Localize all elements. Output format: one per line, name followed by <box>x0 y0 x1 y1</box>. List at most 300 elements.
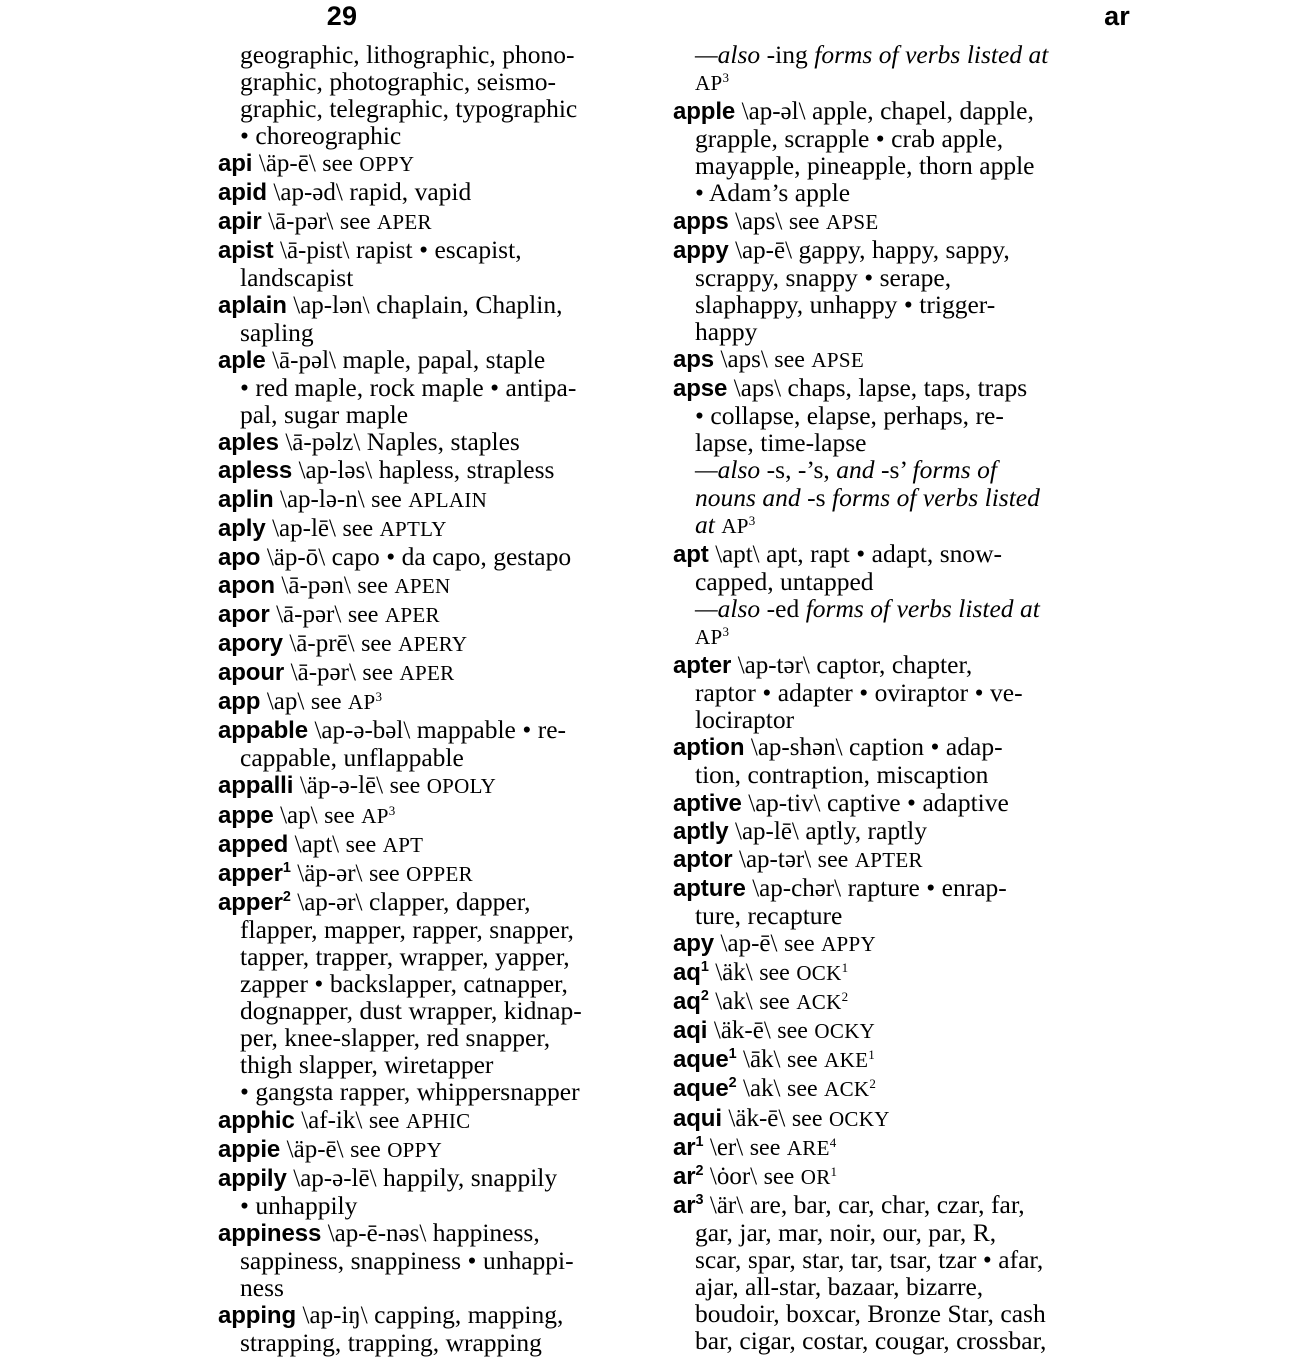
dictionary-entry <box>218 600 632 629</box>
entry-text: graphic, telegraphic, typographic <box>240 94 578 124</box>
see-label: see <box>357 572 388 599</box>
rhyme-list-continuation: • unhappily <box>240 1190 358 1220</box>
dictionary-entry <box>218 291 632 319</box>
dictionary-entry <box>218 543 632 571</box>
entry-continuation-line <box>673 1246 1087 1273</box>
dictionary-entry <box>673 97 1087 125</box>
dictionary-entry <box>218 1135 632 1164</box>
rhyme-list: chaplain, Chaplin, <box>376 289 563 319</box>
superscript-number: 2 <box>282 888 291 905</box>
headword: $ar^1$ <box>673 1133 704 1161</box>
entry-continuation-line <box>218 916 632 943</box>
dictionary-entry <box>673 1016 1087 1045</box>
entry-continuation-line <box>218 1024 632 1051</box>
dictionary-entry <box>218 658 632 687</box>
headword: apid <box>218 179 267 207</box>
dictionary-entry <box>218 1106 632 1135</box>
entry-continuation-line <box>673 1327 1087 1354</box>
entry-continuation-line <box>218 41 632 68</box>
note-segment: -ed <box>766 593 806 623</box>
entry-continuation-line <box>673 429 1087 456</box>
headword: appalli <box>218 772 294 800</box>
pronunciation: \ap-ē\ <box>720 930 778 957</box>
headword: apir <box>218 207 262 235</box>
see-label: see <box>791 1105 823 1132</box>
rhyme-list-continuation: • collapse, elapse, perhaps, re- <box>695 401 1004 431</box>
see-label: see <box>749 1134 781 1161</box>
cross-reference: $AP^3$ <box>347 689 383 715</box>
entry-continuation-line <box>673 1273 1087 1300</box>
dictionary-entry <box>673 1104 1087 1133</box>
headword: aque$^2$ <box>673 1075 737 1103</box>
entry-continuation-line <box>218 943 632 970</box>
headword: appe <box>218 801 274 829</box>
entry-continuation-line <box>673 902 1087 929</box>
entry-text: • choreographic <box>240 121 402 151</box>
superscript-number: 1 <box>700 959 709 976</box>
entry-continuation-line <box>673 1219 1087 1246</box>
see-label: see <box>342 515 374 542</box>
rhyme-list: rapture • enrap- <box>847 872 1007 902</box>
rhyme-list: maple, papal, staple <box>342 345 546 375</box>
superscript-number: 4 <box>829 1134 837 1150</box>
cross-reference: APEN <box>394 573 451 598</box>
rhyme-list: clapper, dapper, <box>368 886 531 916</box>
rhyme-list-continuation: tapper, trapper, wrapper, yapper, <box>240 942 570 971</box>
guide-word: ar <box>1104 1 1130 31</box>
superscript-number: 1 <box>830 1163 838 1179</box>
rhyme-list-continuation: scrappy, snappy • serape, <box>695 262 952 292</box>
headword: apped <box>218 830 289 858</box>
see-label: see <box>759 960 790 987</box>
rhyme-list-continuation: landscapist <box>240 262 354 292</box>
headword: apy <box>673 930 715 957</box>
note-segment: -s <box>807 482 833 512</box>
cross-reference: OCKY <box>814 1019 876 1044</box>
pronunciation: \ā-prē\ <box>289 629 355 657</box>
entry-continuation-line <box>218 319 632 346</box>
see-label: see <box>361 630 392 657</box>
dictionary-entry <box>673 207 1087 236</box>
rhyme-list-continuation: flapper, mapper, rapper, snapper, <box>240 914 574 944</box>
pronunciation: \ap-tiv\ <box>748 789 821 817</box>
pronunciation: \ap-ləs\ <box>298 457 373 485</box>
pronunciation: \äp-ər\ <box>297 859 363 887</box>
cross-reference: ACK$^2$ <box>824 1076 877 1102</box>
note-segment: —also <box>695 593 767 623</box>
rhyme-list-continuation: tion, contraption, miscaption <box>695 760 989 790</box>
headword: aplin <box>218 485 274 513</box>
rhyme-list-continuation: ajar, all-star, bazaar, bizarre, <box>695 1272 984 1302</box>
headword: apture <box>673 874 746 902</box>
headword: appily <box>218 1164 287 1192</box>
dictionary-entry <box>673 540 1087 568</box>
dictionary-entry <box>673 236 1087 264</box>
pronunciation: \ak\ <box>715 988 753 1016</box>
dictionary-entry <box>218 1164 632 1192</box>
dictionary-entry <box>673 987 1087 1016</box>
cross-reference: OPPY <box>387 1137 443 1162</box>
rhyme-list-continuation: grapple, scrapple • crab apple, <box>695 124 1004 154</box>
dictionary-entry <box>218 1301 632 1329</box>
rhyme-list-continuation: cappable, unflappable <box>240 743 464 773</box>
rhyme-list-continuation: lociraptor <box>695 705 795 735</box>
dictionary-entry <box>673 1045 1087 1074</box>
rhyme-list-continuation: mayapple, pineapple, thorn apple <box>695 151 1035 181</box>
cross-reference: ARE$^4$ <box>786 1134 837 1160</box>
rhyme-list-continuation: ture, recapture <box>695 900 843 930</box>
rhyme-list-continuation: gar, jar, mar, noir, our, par, R, <box>695 1217 997 1247</box>
also-note <box>673 456 1087 483</box>
see-label: see <box>389 773 421 800</box>
entry-continuation-line <box>218 1078 632 1105</box>
pronunciation: \āk\ <box>743 1046 781 1074</box>
headword: apt <box>673 540 709 568</box>
dictionary-entry <box>673 874 1087 902</box>
cross-reference: $AP^3$ <box>361 802 396 828</box>
see-label: see <box>324 802 355 829</box>
note-segment: —also <box>695 455 767 485</box>
rhyme-list: Naples, staples <box>366 427 520 457</box>
see-label: see <box>345 831 377 858</box>
headword: aption <box>673 734 745 762</box>
entry-continuation-line <box>218 1192 632 1219</box>
superscript-number: 1 <box>728 1046 737 1063</box>
entry-continuation-line <box>218 1247 632 1274</box>
dictionary-entry <box>218 571 632 600</box>
pronunciation: \er\ <box>709 1133 744 1161</box>
rhyme-list: aptly, raptly <box>805 815 928 845</box>
entry-continuation-line <box>218 264 632 291</box>
cross-reference: ACK$^2$ <box>796 989 849 1015</box>
note-segment: nouns and <box>695 482 808 512</box>
pronunciation: \ā-pəlz\ <box>285 429 361 457</box>
rhyme-list: are, bar, car, char, czar, far, <box>749 1189 1025 1219</box>
entry-continuation-line <box>218 997 632 1024</box>
rhyme-list-continuation: • red maple, rock maple • antipa- <box>240 373 577 403</box>
headword: apo <box>218 543 261 571</box>
superscript-number: 2 <box>869 1076 877 1092</box>
note-segment: at <box>695 509 722 539</box>
entry-continuation-line <box>218 1051 632 1078</box>
pronunciation: \ā-pən\ <box>281 571 351 599</box>
note-segment: -ing <box>766 40 815 69</box>
headword: appiness <box>218 1219 322 1247</box>
cross-reference: $AP^3$ <box>695 70 730 96</box>
note-segment: forms of verbs listed at <box>805 593 1040 623</box>
rhyme-list-continuation: bar, cigar, costar, cougar, crossbar, <box>695 1326 1047 1356</box>
cross-reference: $OR^1$ <box>800 1163 838 1189</box>
entry-continuation-line <box>218 970 632 997</box>
headword: apper$^2$ <box>218 888 291 916</box>
headword: aque$^1$ <box>673 1046 737 1074</box>
entry-continuation-line <box>673 264 1087 291</box>
dictionary-entry <box>218 236 632 264</box>
dictionary-entry <box>673 733 1087 761</box>
dictionary-entry <box>673 1191 1087 1219</box>
see-label: see <box>759 989 790 1016</box>
rhyme-list: caption • adap- <box>849 732 1003 762</box>
pronunciation: \ap-lən\ <box>293 291 370 319</box>
headword: apse <box>673 375 728 403</box>
pronunciation: \äk\ <box>715 959 753 987</box>
rhyme-list: happily, snappily <box>383 1162 558 1192</box>
see-label: see <box>817 846 849 873</box>
pronunciation: \ā-pər\ <box>268 207 334 235</box>
see-label: see <box>787 1076 818 1103</box>
dictionary-entry <box>218 801 632 830</box>
rhyme-list-continuation: slaphappy, unhappy • trigger- <box>695 289 996 319</box>
also-note-xref-line <box>673 622 1087 651</box>
pronunciation: \äk-ē\ <box>713 1017 771 1045</box>
entry-text: graphic, photographic, seismo- <box>240 67 557 97</box>
cross-reference: $AP^3$ <box>721 512 756 538</box>
dictionary-entry <box>218 859 632 888</box>
rhyme-list-continuation: happy <box>695 316 758 346</box>
pronunciation: \är\ <box>709 1191 744 1219</box>
note-segment: -s, -’s, <box>766 455 837 485</box>
superscript-number: 3 <box>388 802 396 818</box>
pronunciation: \ap\ <box>280 801 318 829</box>
rhyme-list: apt, rapt • adapt, snow- <box>766 538 1003 568</box>
rhyme-list: gappy, happy, sappy, <box>798 234 1010 264</box>
entry-continuation-line <box>218 68 632 95</box>
entry-continuation-line <box>218 1329 632 1356</box>
pronunciation: \ap-ə-lē\ <box>293 1164 377 1192</box>
see-label: see <box>350 1136 381 1163</box>
headword: aptor <box>673 845 733 873</box>
cross-reference: OCK$^1$ <box>796 960 849 986</box>
pronunciation: \ȯor\ <box>709 1162 758 1190</box>
note-segment: —also <box>695 40 767 69</box>
superscript-number: 1 <box>868 1047 876 1063</box>
dictionary-entry <box>673 345 1087 374</box>
dictionary-entry <box>218 629 632 658</box>
pronunciation: \äp-ē\ <box>258 150 316 178</box>
rhyme-list: captor, chapter, <box>816 650 973 680</box>
rhyme-list: happiness, <box>432 1217 540 1247</box>
headword: app <box>218 688 261 716</box>
dictionary-entry <box>673 651 1087 679</box>
cross-reference: APER <box>399 661 455 686</box>
pronunciation: \ap-tər\ <box>739 845 812 873</box>
see-label: see <box>322 151 353 178</box>
rhyme-list-continuation: lapse, time-lapse <box>695 428 867 458</box>
pronunciation: \ap-lē\ <box>272 514 336 542</box>
cross-reference: APLAIN <box>408 487 488 512</box>
entry-continuation-line <box>673 318 1087 345</box>
pronunciation: \ak\ <box>743 1075 781 1103</box>
entry-continuation-line <box>673 568 1087 595</box>
cross-reference: APERY <box>398 631 468 656</box>
rhyme-list-continuation: • Adam’s apple <box>695 178 851 208</box>
dictionary-entry <box>218 830 632 859</box>
rhyme-list-continuation: strapping, trapping, wrapping <box>240 1328 542 1357</box>
dictionary-entry <box>218 428 632 456</box>
dictionary-entry <box>218 485 632 514</box>
headword: $ar^2$ <box>673 1162 704 1190</box>
rhyme-list: hapless, strapless <box>378 455 555 485</box>
pronunciation: \ap-əd\ <box>273 179 343 207</box>
rhyme-list-continuation: dognapper, dust wrapper, kidnap- <box>240 996 582 1026</box>
headword: apor <box>218 600 270 628</box>
pronunciation: \ap-ər\ <box>297 888 363 916</box>
pronunciation: \aps\ <box>735 207 783 235</box>
see-label: see <box>310 689 342 716</box>
rhyme-list-continuation: zapper • backslapper, catnapper, <box>240 969 568 999</box>
headword: apory <box>218 629 283 657</box>
rhyme-list: captive • adaptive <box>826 787 1009 817</box>
headword: apper$^1$ <box>218 859 291 887</box>
headword: api <box>218 150 253 178</box>
pronunciation: \äp-ē\ <box>286 1135 344 1163</box>
rhyme-list-continuation: sappiness, snappiness • unhappi- <box>240 1246 574 1276</box>
note-segment: forms of <box>912 455 997 485</box>
dictionary-entry <box>218 716 632 744</box>
entry-text: geographic, lithographic, phono- <box>240 40 575 69</box>
rhyme-list-continuation: • gangsta rapper, whippersnapper <box>240 1077 580 1107</box>
superscript-number: 3 <box>722 623 730 639</box>
also-note-continuation <box>673 511 1087 540</box>
cross-reference: APER <box>384 602 440 627</box>
cross-reference: $AP^3$ <box>695 623 730 649</box>
dictionary-entry <box>673 817 1087 845</box>
headword: aply <box>218 514 266 542</box>
entry-continuation-line <box>673 152 1087 179</box>
pronunciation: \äp-ō\ <box>266 543 326 571</box>
dictionary-entry <box>218 687 632 716</box>
see-label: see <box>362 660 394 687</box>
rhyme-list-continuation: capped, untapped <box>695 566 874 596</box>
pronunciation: \ap-tər\ <box>737 652 810 680</box>
headword: apour <box>218 659 285 687</box>
dictionary-entry <box>218 149 632 178</box>
pronunciation: \ap\ <box>266 688 305 716</box>
dictionary-entry <box>218 207 632 236</box>
headword: apps <box>673 207 729 235</box>
dictionary-entry <box>673 374 1087 402</box>
rhyme-list: rapid, vapid <box>349 177 472 207</box>
entry-continuation-line <box>673 125 1087 152</box>
also-note-continuation <box>673 484 1087 511</box>
headword: aple <box>218 347 266 375</box>
also-note <box>673 595 1087 622</box>
superscript-number: 1 <box>695 1133 704 1150</box>
cross-reference: AKE$^1$ <box>824 1047 876 1073</box>
dictionary-entry <box>673 845 1087 874</box>
rhyme-list-continuation: sapling <box>240 317 314 347</box>
dictionary-entry <box>218 456 632 484</box>
pronunciation: \apt\ <box>715 540 760 568</box>
superscript-number: 3 <box>748 512 756 528</box>
pronunciation: \ā-pər\ <box>290 659 356 687</box>
dictionary-entry <box>673 1133 1087 1162</box>
note-segment: and <box>836 455 882 485</box>
dictionary-entry <box>218 1219 632 1247</box>
superscript-number: 1 <box>841 960 849 976</box>
headword: apless <box>218 457 293 485</box>
dictionary-entry <box>218 888 632 916</box>
cross-reference: OPOLY <box>426 774 497 799</box>
pronunciation: \aps\ <box>720 346 768 374</box>
headword: aplain <box>218 291 287 319</box>
also-note-xref-line <box>673 68 1087 97</box>
headword: apon <box>218 571 275 599</box>
rhyme-list-continuation: scar, spar, star, tar, tsar, tzar • afar, <box>695 1245 1044 1275</box>
see-label: see <box>774 347 805 374</box>
headword: apist <box>218 236 274 264</box>
dictionary-entry <box>673 958 1087 987</box>
dictionary-entry <box>673 789 1087 817</box>
entry-continuation-line <box>218 1274 632 1301</box>
pronunciation: \ap-ē-nəs\ <box>327 1219 427 1247</box>
pronunciation: \ā-pist\ <box>280 236 350 264</box>
headword: aptly <box>673 817 729 845</box>
pronunciation: \ā-pər\ <box>276 600 342 628</box>
pronunciation: \ap-ə-bəl\ <box>314 717 411 745</box>
pronunciation: \ap-ē\ <box>735 236 793 264</box>
superscript-number: 2 <box>841 989 849 1005</box>
entry-continuation-line <box>218 95 632 122</box>
superscript-number: 2 <box>700 988 709 1005</box>
dictionary-entry <box>218 514 632 543</box>
rhyme-list: apple, chapel, dapple, <box>812 96 1034 126</box>
superscript-number: 2 <box>728 1075 737 1092</box>
also-note <box>673 41 1087 68</box>
note-segment: forms of verbs listed at <box>814 40 1049 69</box>
entry-continuation-line <box>673 179 1087 206</box>
column-right <box>673 41 1087 1354</box>
headword: aqui <box>673 1104 722 1132</box>
headword: apple <box>673 98 736 126</box>
entry-continuation-line <box>673 679 1087 706</box>
cross-reference: APTER <box>854 847 923 872</box>
rhyme-list: capping, mapping, <box>374 1300 564 1330</box>
entry-continuation-line <box>673 402 1087 429</box>
dictionary-entry <box>218 178 632 206</box>
cross-reference: APER <box>376 209 432 234</box>
cross-reference: APHIC <box>405 1108 471 1133</box>
superscript-number: 3 <box>695 1191 704 1208</box>
pronunciation: \ā-pəl\ <box>272 347 336 375</box>
pronunciation: \ap-lē\ <box>735 817 799 845</box>
superscript-number: 3 <box>722 70 730 86</box>
headword: $aq^1$ <box>673 959 709 987</box>
rhyme-list-continuation: pal, sugar maple <box>240 400 409 430</box>
see-label: see <box>788 208 820 235</box>
see-label: see <box>347 601 379 628</box>
cross-reference: APSE <box>825 209 879 234</box>
headword: appable <box>218 717 308 745</box>
cross-reference: APTLY <box>379 516 447 541</box>
rhyme-list-continuation: raptor • adapter • oviraptor • ve- <box>695 678 1023 708</box>
headword: apping <box>218 1302 297 1330</box>
see-label: see <box>783 931 815 957</box>
pronunciation: \ap-shən\ <box>750 734 843 762</box>
headword: aps <box>673 346 715 374</box>
note-segment: forms of verbs listed <box>832 482 1040 512</box>
superscript-number: 2 <box>695 1162 704 1179</box>
headword: $aq^2$ <box>673 988 709 1016</box>
headword: aqi <box>673 1017 708 1045</box>
dictionary-entry <box>218 346 632 374</box>
superscript-number: 1 <box>282 859 291 876</box>
page-number: 29 <box>326 1 358 31</box>
entry-continuation-line <box>218 374 632 401</box>
pronunciation: \äp-ə-lē\ <box>299 772 384 800</box>
dictionary-entry <box>673 1074 1087 1103</box>
pronunciation: \ap-lə-n\ <box>280 485 365 513</box>
